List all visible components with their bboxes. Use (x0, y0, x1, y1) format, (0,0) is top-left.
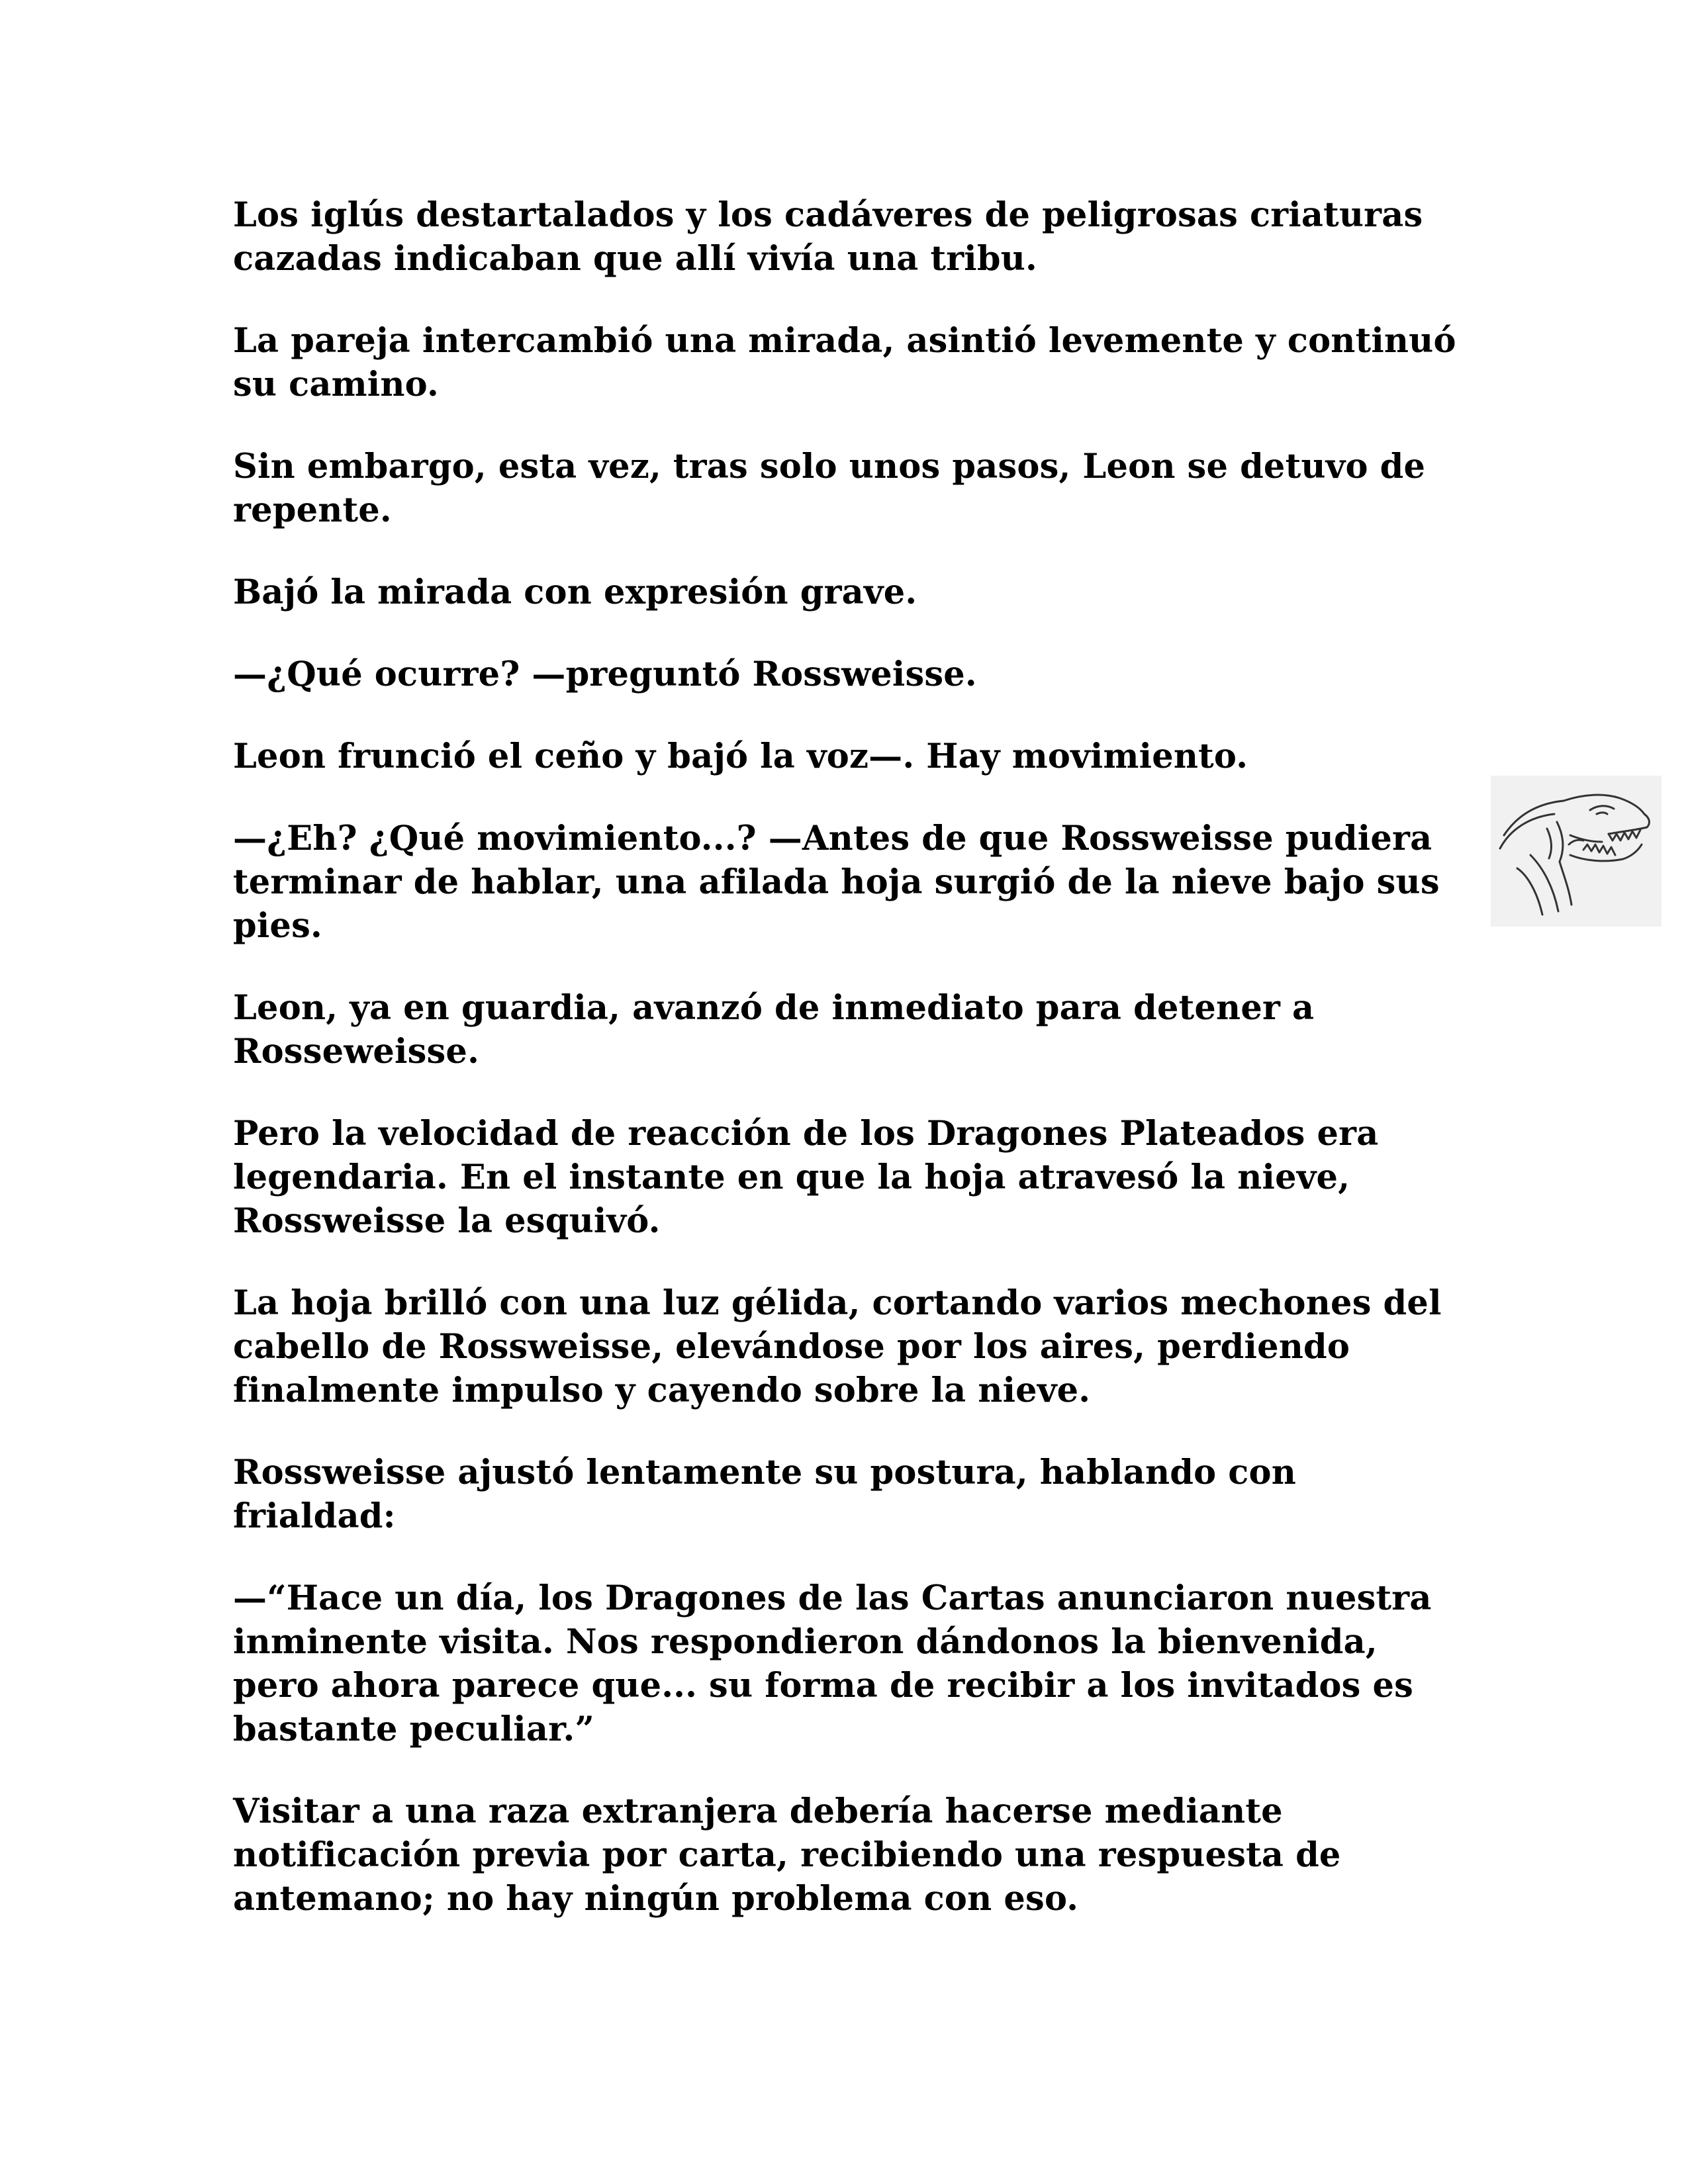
paragraph-10: La hoja brilló con una luz gélida, cortando varios mechones del cabello de Rossweisse, elevándose por los aires, perdiendo finalmente impulso y cayendo sobre la nieve. (233, 1283, 1442, 1410)
paragraph-1: Los iglús destartalados y los cadáveres de peligrosas criaturas cazadas indicaban que allí vivía una tribu. (233, 195, 1423, 279)
paragraph-12: —“Hace un día, los Dragones de las Cartas anunciaron nuestra inminente visita. Nos respondieron dándonos la bienvenida, pero ahora parece que... su forma de recibir a los invitados es bastante peculiar.” (233, 1578, 1432, 1749)
paragraph-9: Pero la velocidad de reacción de los Dragones Plateados era legendaria. En el instante en que la hoja atravesó la nieve, Rossweisse la esquivó. (233, 1114, 1379, 1241)
paragraph-2: La pareja intercambió una mirada, asintió levemente y continuó su camino. (233, 321, 1456, 404)
dinosaur-head-icon (1491, 776, 1662, 927)
paragraph-5: —¿Qué ocurre? —preguntó Rossweisse. (233, 655, 977, 694)
paragraph-3: Sin embargo, esta vez, tras solo unos pasos, Leon se detuvo de repente. (233, 447, 1426, 530)
paragraph-4: Bajó la mirada con expresión grave. (233, 572, 917, 612)
paragraph-13: Visitar a una raza extranjera debería hacerse mediante notificación previa por carta, recibiendo una respuesta de antemano; no hay ningún problema con eso. (233, 1792, 1341, 1919)
paragraph-6: Leon frunció el ceño y bajó la voz—. Hay movimiento. (233, 737, 1248, 776)
paragraph-7: —¿Eh? ¿Qué movimiento...? —Antes de que Rossweisse pudiera terminar de hablar, una afilada hoja surgió de la nieve bajo sus pies. (233, 819, 1440, 946)
paragraph-11: Rossweisse ajustó lentamente su postura, hablando con frialdad: (233, 1453, 1297, 1536)
document-body (233, 193, 1458, 1959)
paragraph-8: Leon, ya en guardia, avanzó de inmediato para detener a Rosseweisse. (233, 988, 1315, 1071)
